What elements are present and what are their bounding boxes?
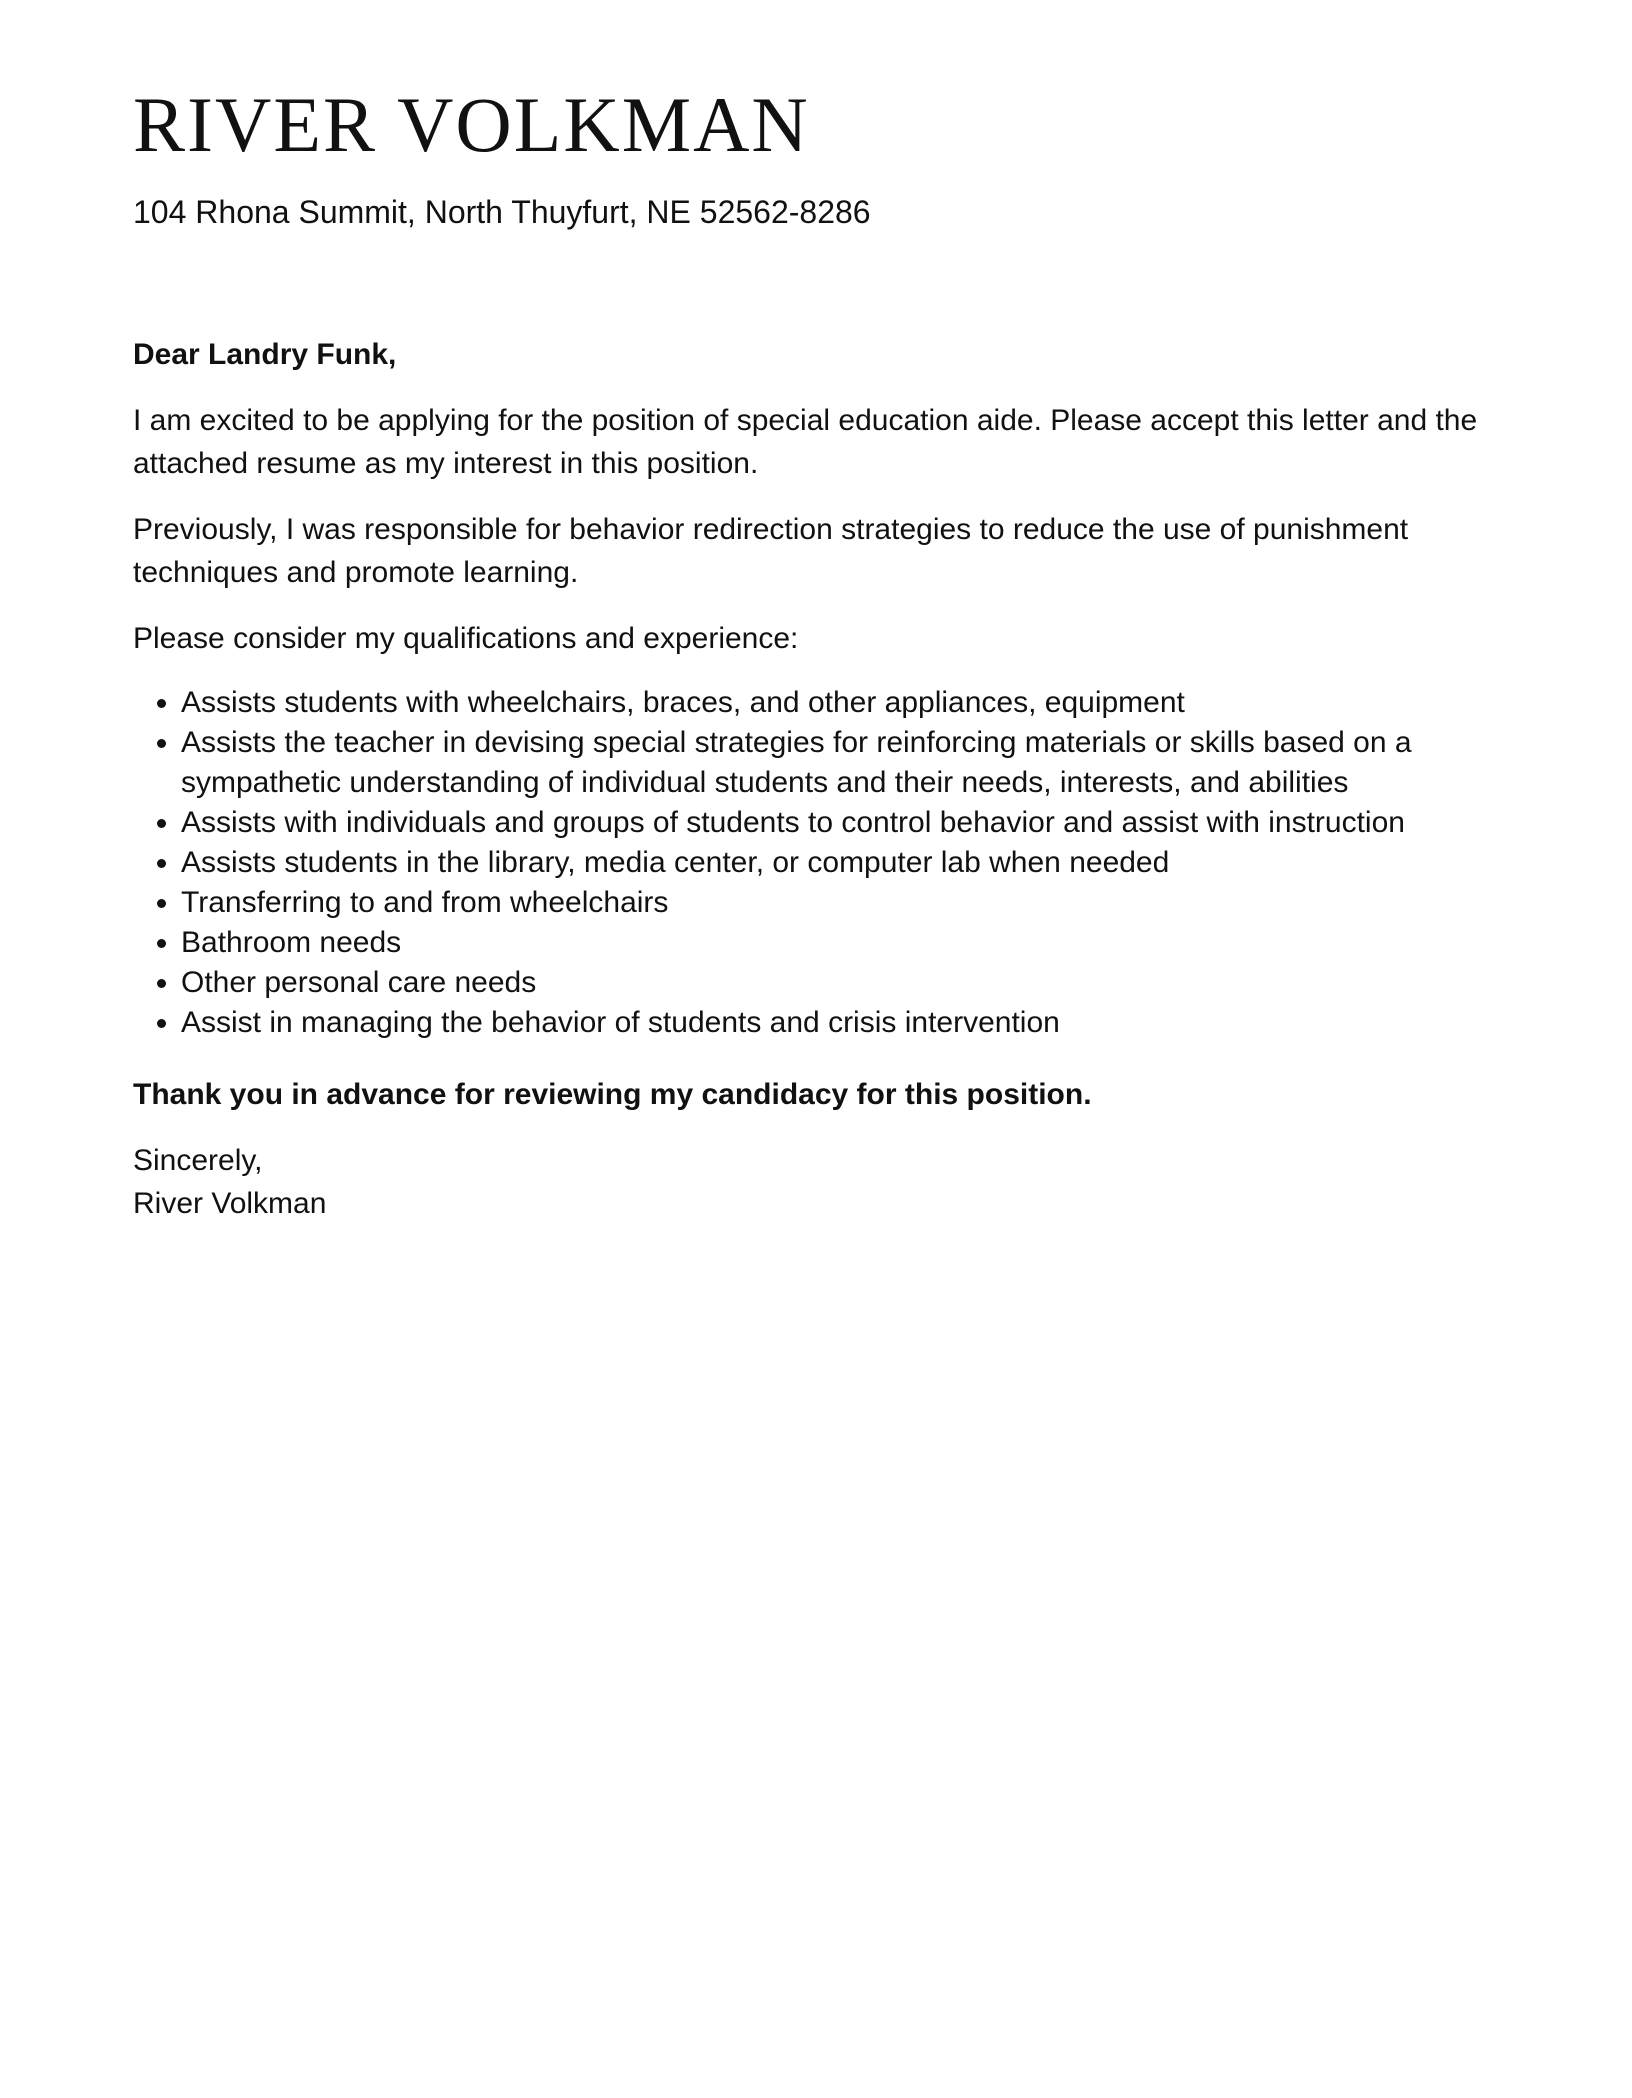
experience-paragraph: Previously, I was responsible for behavior redirection strategies to reduce the use of punishment techniques and promote learning. [133,513,1409,589]
list-item: • Assists students in the library, media center, or computer lab when needed [181,843,1513,883]
letter-body [133,333,1513,1225]
qualifications-lead: Please consider my qualifications and experience: [133,622,799,655]
qualifications-list [133,683,1513,1043]
intro-paragraph: I am excited to be applying for the position of special education aide. Please accept this letter and the attached resume as my interest in this position. [133,404,1478,480]
list-item: • Assist in managing the behavior of students and crisis intervention [181,1003,1513,1043]
list-item: • Assists students with wheelchairs, braces, and other appliances, equipment [181,683,1513,723]
list-item: • Other personal care needs [181,963,1513,1003]
signoff: Sincerely, [133,1144,263,1177]
list-item: • Assists with individuals and groups of students to control behavior and assist with instruction [181,803,1513,843]
list-item: • Assists the teacher in devising special strategies for reinforcing materials or skills based on a sympathetic understanding of individual students and their needs, interests, and abilities [181,723,1513,803]
list-item: • Bathroom needs [181,923,1513,963]
applicant-address: 104 Rhona Summit, North Thuyfurt, NE 52562-8286 [133,194,871,230]
list-item: • Transferring to and from wheelchairs [181,883,1513,923]
signature-name: River Volkman [133,1187,327,1220]
applicant-name: RIVER VOLKMAN [133,81,810,168]
salutation: Dear Landry Funk, [133,338,397,371]
closing-line: Thank you in advance for reviewing my candidacy for this position. [133,1078,1092,1111]
